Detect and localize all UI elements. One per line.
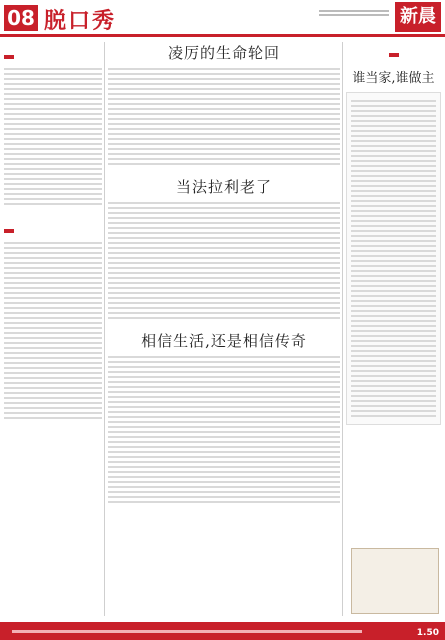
article-headline: 谁当家,谁做主 xyxy=(352,71,435,86)
footer-text-placeholder xyxy=(12,630,362,633)
left-column xyxy=(4,42,102,424)
center-column xyxy=(108,42,340,508)
section-label-tab xyxy=(4,55,14,59)
section-title: 脱口秀 xyxy=(44,8,117,34)
article-body-placeholder xyxy=(108,197,340,324)
article-headline: 当法拉利老了 xyxy=(175,178,272,196)
right-column xyxy=(346,42,441,425)
masthead-brand-logo: 新晨 xyxy=(395,2,441,32)
price-label: 1.50 xyxy=(416,628,439,638)
article-body-placeholder xyxy=(4,63,102,210)
page-number: 08 xyxy=(4,5,38,31)
article-headline: 凌厉的生命轮回 xyxy=(167,44,280,62)
page-header xyxy=(0,0,445,38)
page-footer xyxy=(0,618,445,640)
article-body-placeholder xyxy=(4,237,102,424)
masthead-info xyxy=(319,8,389,18)
column-divider xyxy=(342,42,343,616)
header-rule xyxy=(0,34,445,37)
text-placeholder xyxy=(319,14,389,16)
column-divider xyxy=(104,42,105,616)
promo-image-placeholder xyxy=(351,548,439,614)
article-body-placeholder xyxy=(108,63,340,170)
section-label-tab xyxy=(4,229,14,233)
section-label-tab xyxy=(389,53,399,57)
side-article-box xyxy=(346,92,441,425)
text-placeholder xyxy=(319,10,389,12)
article-body-placeholder xyxy=(108,351,340,508)
article-headline: 相信生活,还是相信传奇 xyxy=(141,332,307,350)
